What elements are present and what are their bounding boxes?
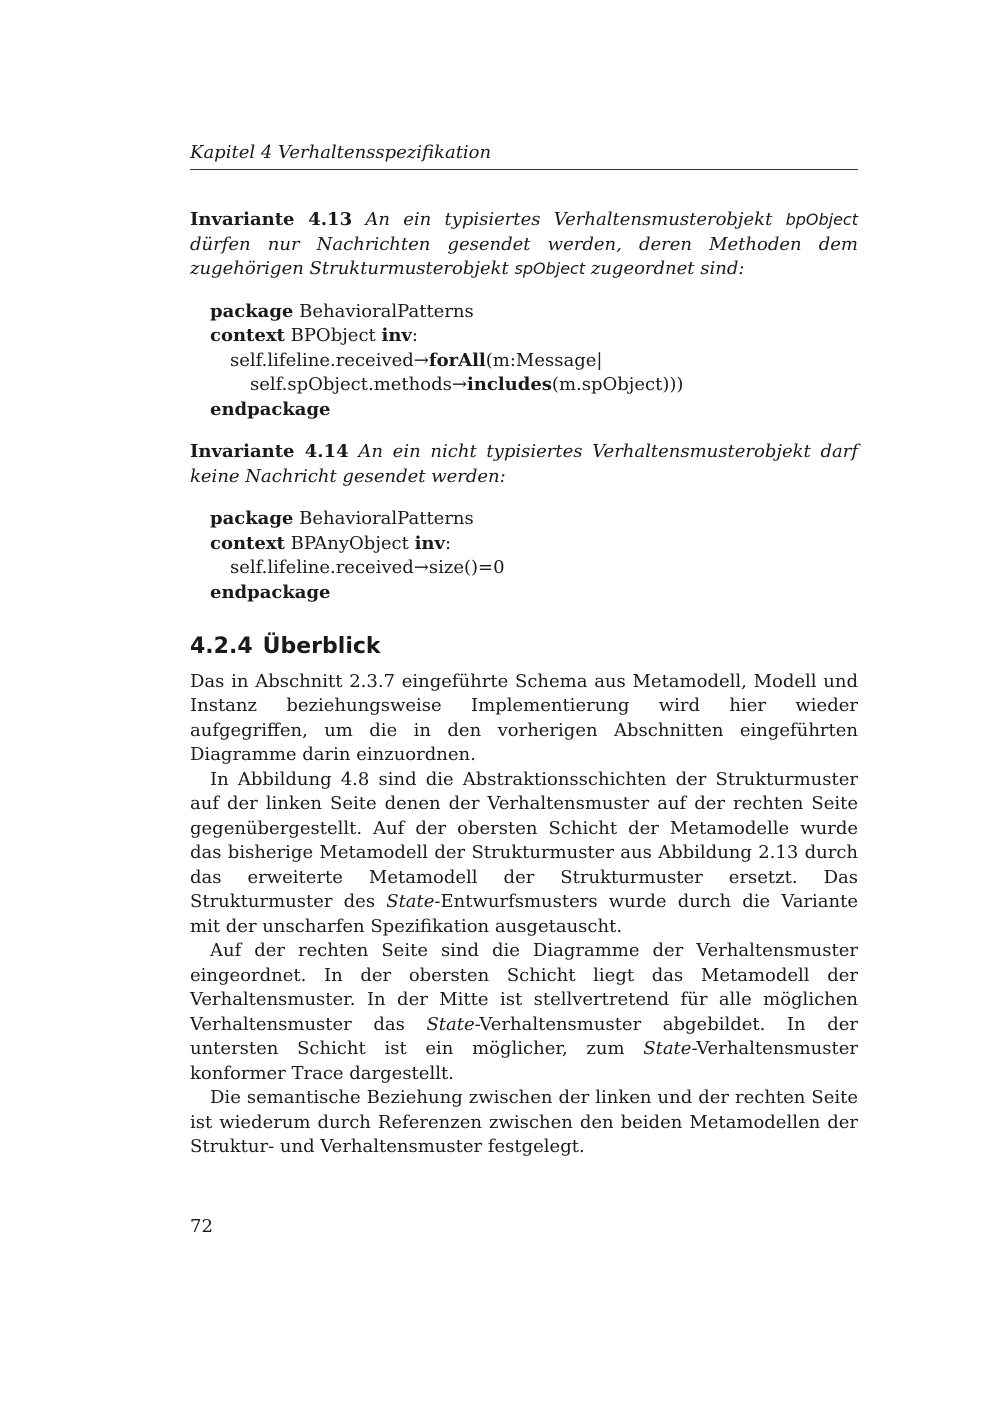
invariant-text: An ein typisiertes Verhaltensmusterobjekt bpObject dürfen nur Nachrichten gesendet werden, deren Methoden dem zugehörigen Strukturmusterobjekt spObject zugeordnet sind: bbox=[190, 209, 858, 279]
code-line: endpackage bbox=[210, 398, 331, 420]
code-line: self.lifeline.received→forAll(m:Message| bbox=[230, 349, 603, 371]
invariant-4-14 bbox=[190, 440, 858, 489]
ocl-code-block-1 bbox=[210, 300, 858, 423]
section-title: Überblick bbox=[262, 634, 381, 659]
paragraph-4: Die semantische Beziehung zwischen der linken und der rechten Seite ist wiederum durch Referenzen zwischen den beiden Metamodellen der Struktur- und Verhaltensmuster festgelegt. bbox=[190, 1087, 858, 1157]
page-number: 72 bbox=[190, 1216, 213, 1237]
code-line: context BPObject inv: bbox=[210, 325, 418, 346]
code-line: endpackage bbox=[210, 581, 331, 603]
term-bpobject: bpObject bbox=[785, 210, 858, 229]
paragraph-3: Auf der rechten Seite sind die Diagramme der Verhaltensmuster eingeordnet. In der obersten Schicht liegt das Metamodell der Verhaltensmuster. In der Mitte ist stellvertretend für alle möglichen Verhaltensmuster das State-Verhaltensmuster abgebildet. In der untersten Schicht ist ein möglicher, zum State-Verhaltensmuster konformer Trace dargestellt. bbox=[190, 940, 858, 1084]
paragraph-1: Das in Abschnitt 2.3.7 eingeführte Schema aus Metamodell, Modell und Instanz beziehungsweise Implementierung wird hier wieder aufgegriffen, um die in den vorherigen Abschnitten eingeführten Diagramme darin einzuordnen. bbox=[190, 670, 858, 765]
invariant-label: Invariante 4.14 bbox=[190, 441, 349, 462]
invariant-4-13 bbox=[190, 208, 858, 282]
page-content bbox=[190, 208, 858, 1160]
code-line: context BPAnyObject inv: bbox=[210, 532, 452, 554]
paragraph-2: In Abbildung 4.8 sind die Abstraktionsschichten der Strukturmuster auf der linken Seite denen der Verhaltensmuster auf der rechten Seite gegenübergestellt. Auf der obersten Schicht der Metamodelle wurde das bisherige Metamodell der Strukturmuster aus Abbildung 2.13 durch das erweiterte Metamodell der Strukturmuster ersetzt. Das Strukturmuster des State-Entwurfsmusters wurde durch die Variante mit der unscharfen Spezifikation ausgetauscht. bbox=[190, 768, 859, 937]
ocl-code-block-2 bbox=[210, 507, 858, 605]
code-line: package BehavioralPatterns bbox=[210, 300, 474, 322]
running-header: Kapitel 4 Verhaltensspezifikation bbox=[190, 142, 858, 170]
code-line: self.spObject.methods→includes(m.spObject))) bbox=[250, 374, 684, 395]
code-line: package BehavioralPatterns bbox=[210, 508, 474, 529]
invariant-label: Invariante 4.13 bbox=[190, 209, 353, 230]
invariant-text: An ein nicht typisiertes Verhaltensmusterobjekt darf keine Nachricht gesendet werden: bbox=[190, 441, 858, 487]
code-line: self.lifeline.received→size()=0 bbox=[230, 557, 505, 578]
term-spobject: spObject bbox=[514, 259, 586, 278]
section-number: 4.2.4 bbox=[190, 634, 253, 659]
section-heading bbox=[190, 635, 858, 660]
